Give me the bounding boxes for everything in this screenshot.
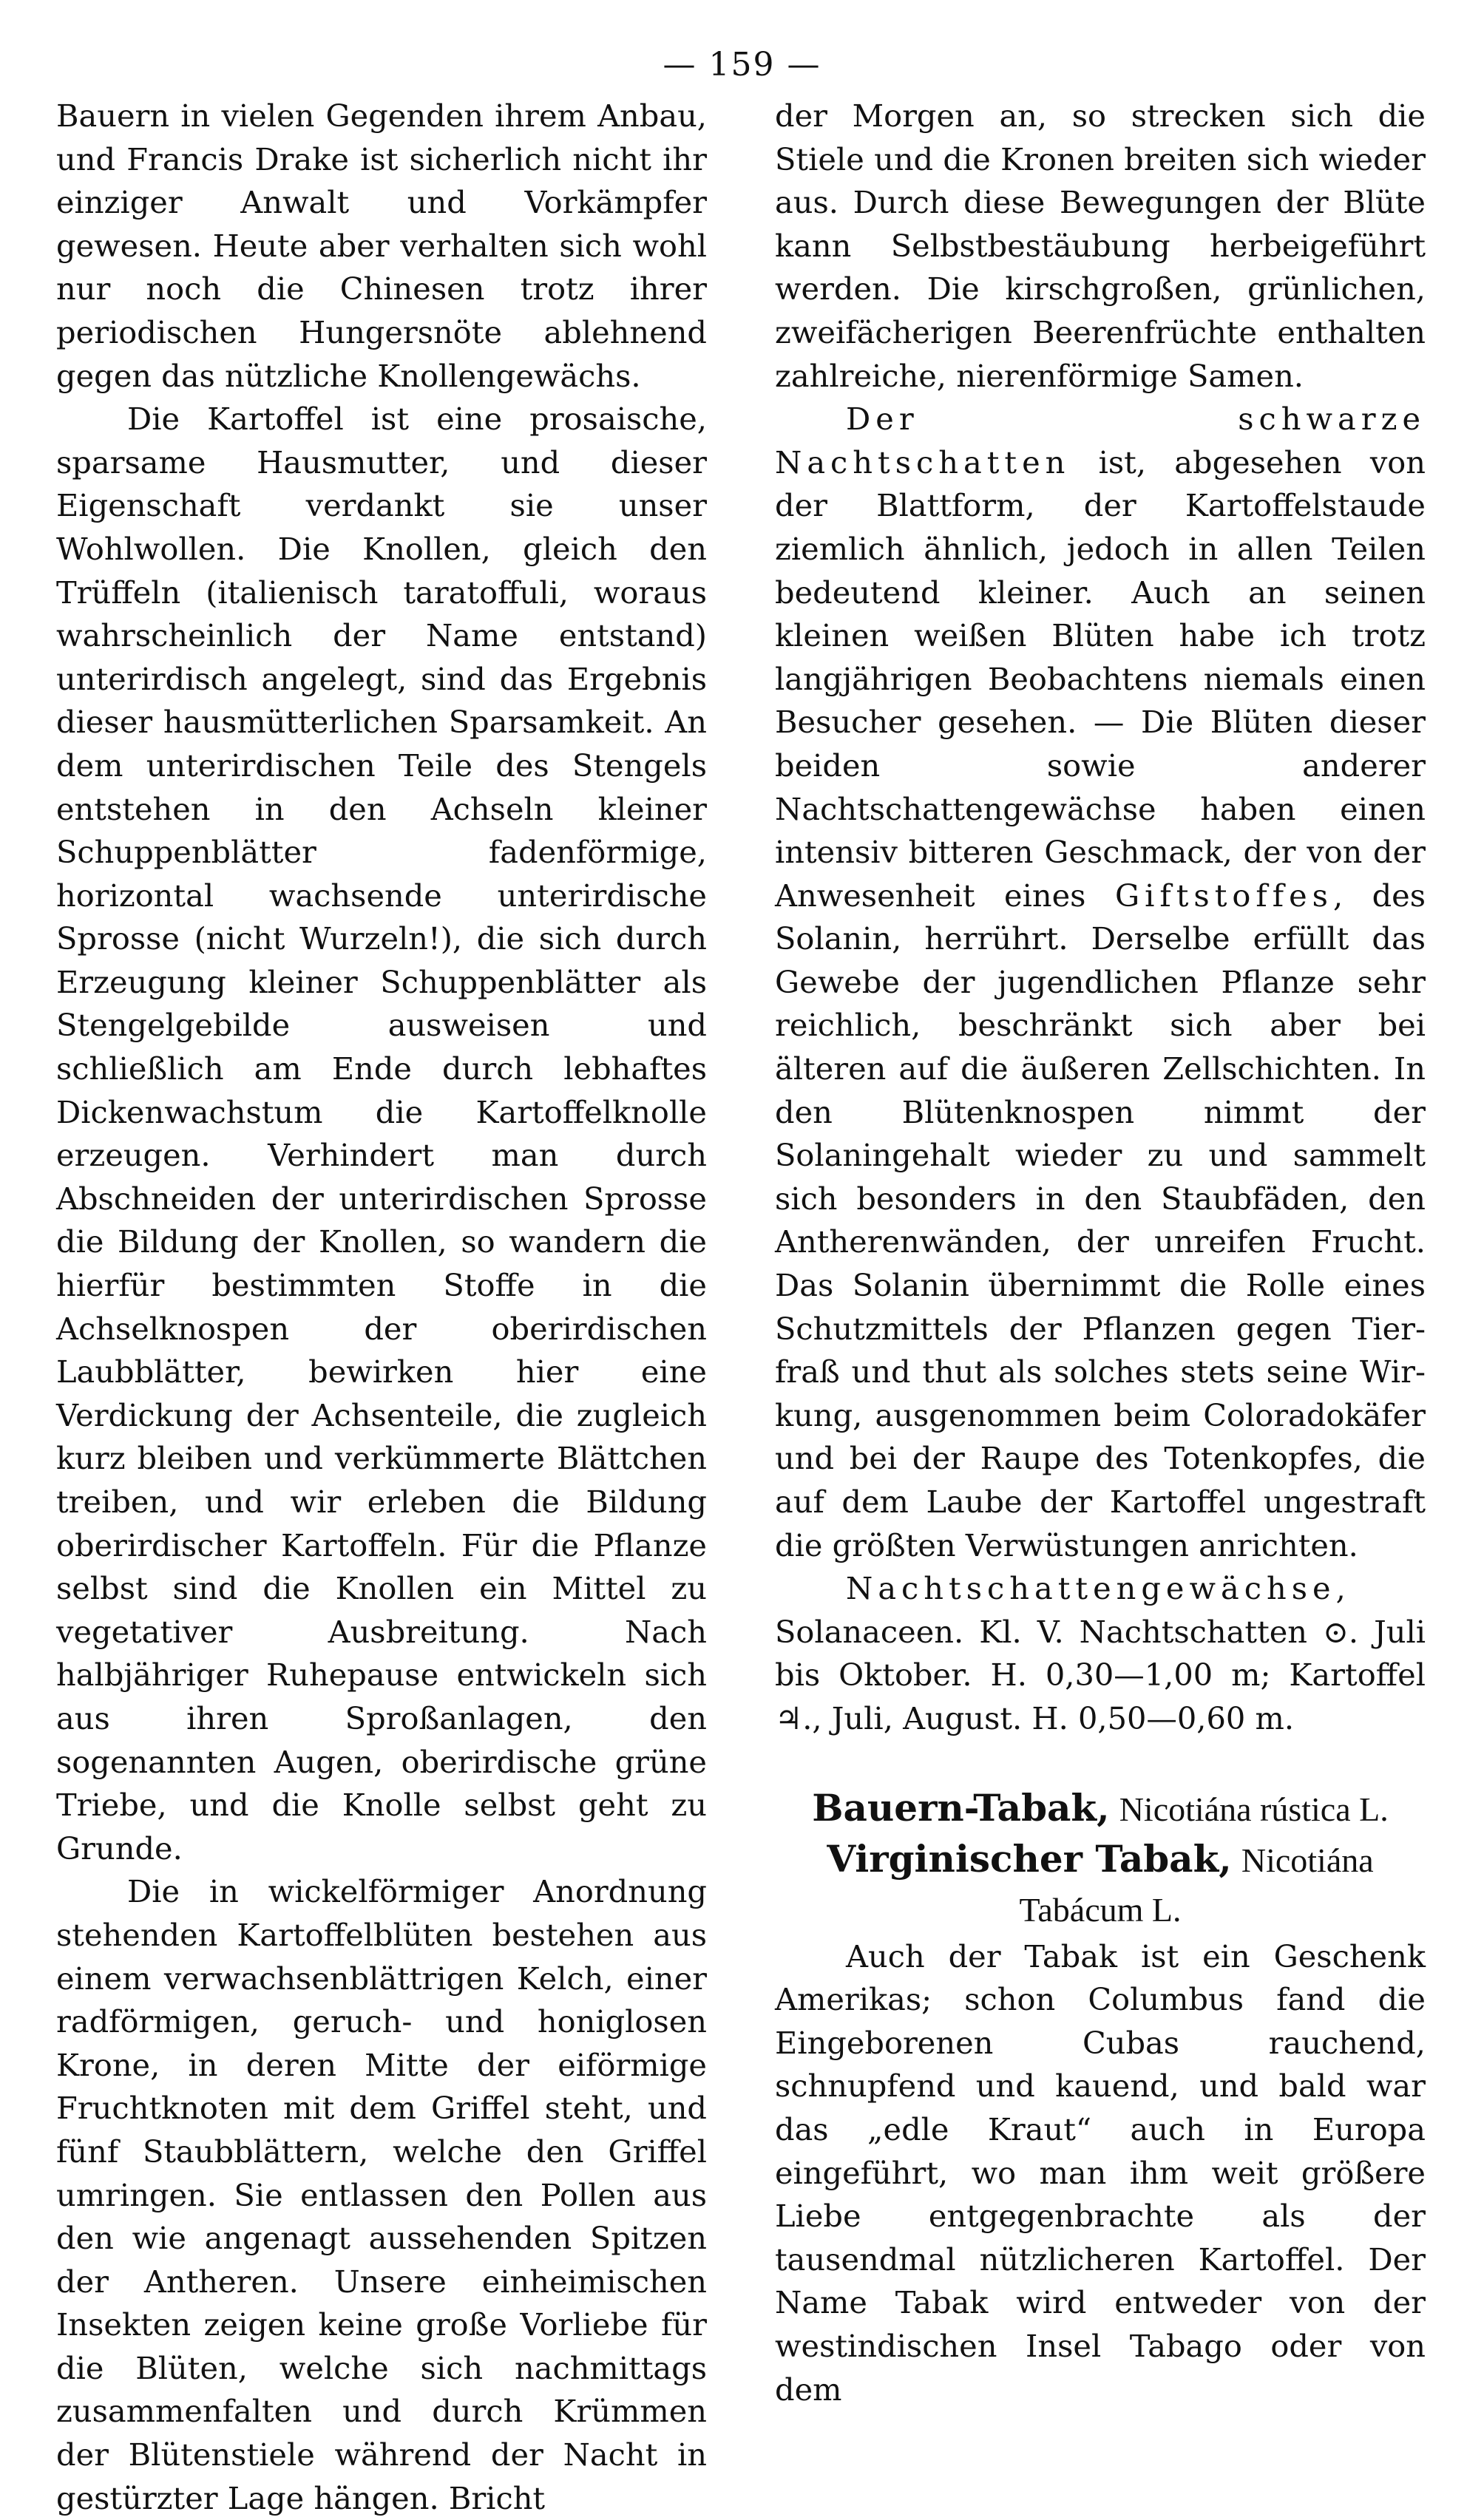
heading-line <box>775 1886 1426 1935</box>
emphasized-term: Nachtschattengewächse <box>846 1570 1336 1607</box>
paragraph: Bauern in vielen Gegenden ihrem Anbau, und Francis Drake ist sicherlich nicht ihr einziger Anwalt und Vorkämpfer gewesen. Heute aber verhalten sich wohl nur noch die Chinesen trotz ihrer periodischen Hungersnöte ablehnend gegen das nützliche Knollengewächs. <box>56 98 707 394</box>
paragraph: Die Kartoffel ist eine prosaische, sparsame Hausmutter, und dieser Eigenschaft verdankt sie unser Wohlwollen. Die Knollen, gleich den Trüffeln (italienisch taratoffuli, woraus wahrscheinlich der Name entstand) unterirdisch angelegt, sind das Ergebnis dieser hausmütterlichen Sparsamkeit. An dem unterirdischen Teile des Stengels entstehen in den Achseln kleiner Schuppenblätter fadenförmige, horizontal wachsende unterirdische Sprosse (nicht Wurzeln!), die sich durch Erzeugung kleiner Schuppenblätter als Stengelgebilde ausweisen und schließlich am Ende durch lebhaftes Dickenwachstum die Kartoffelknolle erzeugen. Verhindert man durch Abschneiden der unterirdischen Sprosse die Bildung der Knollen, so wandern die hierfür bestimmten Stoffe in die Achselknospen der oberirdischen Laubblätter, bewirken hier eine Verdickung der Achsenteile, die zugleich kurz bleiben und verkümmerte Blättchen treiben, und wir erleben die Bildung oberirdischer Kartoffeln. Für die Pflanze selbst sind die Knollen ein Mittel zu vegetativer Ausbreitung. Nach halbjähriger Ruhepause entwickeln sich aus ihren Sproßanlagen, den sogenannten Augen, oberirdische grüne Triebe, und die Knolle selbst geht zu Grunde. <box>56 401 707 1867</box>
heading-common-name: Bauern-Tabak, <box>812 1785 1110 1830</box>
paragraph <box>775 1567 1426 1740</box>
paragraph: Die in wickelförmiger Anordnung stehenden Kartoffelblüten bestehen aus einem verwachsenblättrigen Kelch, einer radförmigen, geruch- und honiglosen Krone, in deren Mitte der eiförmige Fruchtknoten mit dem Griffel steht, und fünf Staubblättern, welche den Griffel umringen. Sie entlassen den Pollen aus den wie angenagt aussehenden Spitzen der Antheren. Unsere einheimischen Insekten zeigen keine große Vorliebe für die Blüten, welche sich nachmittags zusammenfalten und durch Krümmen der Blütenstiele während der Nacht in gestürzter Lage hängen. Bricht <box>56 1873 707 2516</box>
paragraph-text: , Solanaceen. Kl. V. Nachtschatten ⊙. Juli bis Oktober. H. 0,30—1,00 m; Kartoffel ♃., Juli, August. H. 0,50—0,60 m. <box>775 1570 1426 1736</box>
emphasized-term: Giftstoffes <box>1114 877 1333 914</box>
paragraph: der Morgen an, so strecken sich die Stiele und die Kronen breiten sich wieder aus. Durch diese Bewegungen der Blüte kann Selbstbestäubung herbeigeführt werden. Die kirschgroßen, grünlichen, zweifächerigen Beerenfrüchte enthalten zahlreiche, nierenförmige Samen. <box>775 98 1426 394</box>
paragraph-text: ist, abgesehen von der Blattform, der Kartoffelstaude ziemlich ähnlich, jedoch in allen Teilen bedeutend kleiner. Auch an seinen kleinen weißen Blüten habe ich trotz langjährigen Beobachtens niemals einen Besucher gesehen. — Die Blüten dieser beiden sowie anderer Nachtschattengewächse haben einen intensiv bitteren Geschmack, der von der Anwesenheit eines <box>775 444 1426 914</box>
emphasized-term: Der schwarze Nachtschatten <box>775 401 1426 480</box>
paragraph-text: , des Solanin, herrührt. Derselbe erfüllt das Gewebe der jugendlichen Pflanze sehr reichlich, beschränkt sich aber bei älteren auf die äußeren Zellschichten. In den Blütenknospen nimmt der Solaningehalt wieder zu und sammelt sich besonders in den Staubfäden, den Antherenwänden, der unreifen Frucht. Das Solanin übernimmt die Rolle eines Schutzmittels der Pflanzen gegen Tierfraß und thut als solches stets seine Wirkung, ausgenommen beim Coloradokäfer und bei der Raupe des Totenkopfes, die auf dem Laube der Kartoffel ungestraft die größten Verwüstungen anrichten. <box>775 877 1426 1563</box>
heading-line <box>775 1784 1426 1835</box>
paragraph <box>775 398 1426 1567</box>
right-column <box>775 95 1426 2411</box>
heading-latin-name: Tabácum L. <box>1019 1890 1182 1929</box>
paragraph: Auch der Tabak ist ein Geschenk Amerikas; schon Columbus fand die Eingeborenen Cubas rauchend, schnupfend und kauend, und bald war das „edle Kraut“ auch in Europa eingeführt, wo man ihm weit größere Liebe entgegenbrachte als der tausendmal nützlicheren Kartoffel. Der Name Tabak wird entweder von der westindischen Insel Tabago oder von dem <box>775 1937 1426 2408</box>
heading-latin-name: Nicotiána <box>1241 1841 1374 1879</box>
heading-line <box>775 1835 1426 1886</box>
heading-latin-name: Nicotiána rústica L. <box>1119 1790 1389 1828</box>
page-number: — 159 — <box>663 46 821 84</box>
left-column <box>56 95 707 2520</box>
section-heading <box>775 1784 1426 1935</box>
heading-common-name: Virginischer Tabak, <box>827 1836 1232 1881</box>
